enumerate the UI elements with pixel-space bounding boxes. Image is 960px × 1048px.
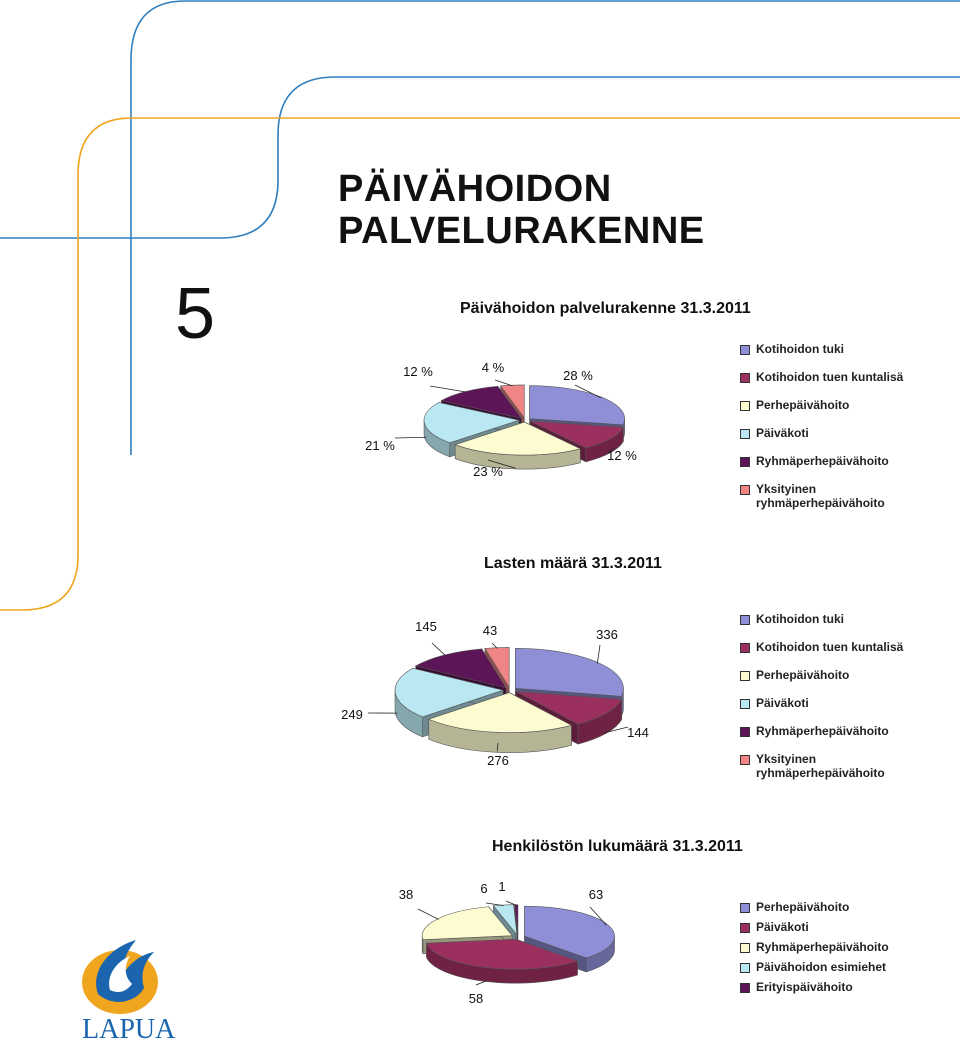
legend-swatch <box>740 615 750 625</box>
legend-item <box>740 920 916 940</box>
legend-label: Ryhmäperhepäivähoito <box>756 454 889 468</box>
legend-swatch <box>740 671 750 681</box>
legend-item <box>740 640 916 668</box>
legend-label: Päivähoidon esimiehet <box>756 960 887 974</box>
legend-swatch <box>740 727 750 737</box>
chart1-pie <box>360 350 690 490</box>
chart2-title: Lasten määrä 31.3.2011 <box>484 555 662 572</box>
lapua-logo-text: LAPUA <box>82 1014 176 1045</box>
leader-line-5 <box>432 643 446 656</box>
legend-swatch <box>740 943 750 953</box>
legend-swatch <box>740 963 750 973</box>
legend-item <box>740 960 916 980</box>
page-heading <box>338 168 705 252</box>
data-label-5: 145 <box>415 619 437 634</box>
data-label-6: 4 % <box>481 360 505 375</box>
legend-label: Kotihoidon tuen kuntalisä <box>756 640 904 654</box>
leader-line-3 <box>418 909 439 919</box>
legend-label: Päiväkoti <box>756 696 809 710</box>
legend-item <box>740 426 916 454</box>
leader-line-4 <box>486 903 504 906</box>
page-heading-line-2: PALVELURAKENNE <box>338 210 705 252</box>
data-label-3: 23 % <box>473 464 503 479</box>
chart3-pie <box>380 875 640 1010</box>
leader-line-5 <box>430 386 467 392</box>
legend-label: Ryhmäperhepäivähoito <box>756 724 889 738</box>
legend-item <box>740 900 916 920</box>
legend-label: Perhepäivähoito <box>756 668 850 682</box>
chart3-title: Henkilöstön lukumäärä 31.3.2011 <box>492 838 743 855</box>
chart2-pie <box>330 615 670 775</box>
leader-line-4 <box>395 437 426 438</box>
legend-label: Päiväkoti <box>756 426 809 440</box>
legend-label: Kotihoidon tuki <box>756 342 844 356</box>
data-label-5: 1 <box>498 879 506 894</box>
page-heading-line-1: PÄIVÄHOIDON <box>338 168 612 210</box>
data-label-1: 28 % <box>563 368 593 383</box>
legend-label: Erityispäivähoito <box>756 980 853 994</box>
data-label-2: 12 % <box>607 448 637 463</box>
legend-swatch <box>740 699 750 709</box>
legend-label: Kotihoidon tuen kuntalisä <box>756 370 904 384</box>
chart2-legend <box>740 612 916 780</box>
legend-item <box>740 696 916 724</box>
legend-swatch <box>740 401 750 411</box>
leader-line-1 <box>597 645 600 664</box>
legend-item <box>740 482 916 510</box>
legend-item <box>740 668 916 696</box>
legend-swatch <box>740 457 750 467</box>
legend-label: Yksityinen ryhmäperhepäivähoito <box>756 482 885 510</box>
chart1-title: Päivähoidon palvelurakenne 31.3.2011 <box>460 300 751 317</box>
data-label-2: 58 <box>468 991 484 1006</box>
legend-item <box>740 370 916 398</box>
data-label-3: 276 <box>487 753 509 768</box>
legend-swatch <box>740 429 750 439</box>
data-label-3: 38 <box>398 887 414 902</box>
legend-item <box>740 980 916 1000</box>
legend-label: Perhepäivähoito <box>756 398 850 412</box>
data-label-5: 12 % <box>403 364 433 379</box>
legend-label: Ryhmäperhepäivähoito <box>756 940 889 954</box>
legend-item <box>740 342 916 370</box>
chart1-legend <box>740 342 916 510</box>
data-label-4: 21 % <box>365 438 395 453</box>
data-label-6: 43 <box>482 623 498 638</box>
legend-label: Kotihoidon tuki <box>756 612 844 626</box>
legend-swatch <box>740 345 750 355</box>
legend-swatch <box>740 755 750 765</box>
legend-item <box>740 454 916 482</box>
legend-item <box>740 724 916 752</box>
chapter-number: 5 <box>175 274 216 354</box>
legend-item <box>740 752 916 780</box>
legend-label: Perhepäivähoito <box>756 900 850 914</box>
data-label-1: 336 <box>596 627 618 642</box>
data-label-2: 144 <box>627 725 649 740</box>
legend-swatch <box>740 923 750 933</box>
leader-line-2 <box>476 981 486 985</box>
legend-label: Yksityinen ryhmäperhepäivähoito <box>756 752 885 780</box>
chart3-legend <box>740 900 916 1000</box>
legend-item <box>740 612 916 640</box>
legend-swatch <box>740 983 750 993</box>
leader-line-6 <box>495 380 513 386</box>
legend-swatch <box>740 903 750 913</box>
legend-label: Päiväkoti <box>756 920 809 934</box>
data-label-1: 63 <box>588 887 604 902</box>
legend-item <box>740 940 916 960</box>
data-label-4: 6 <box>480 881 488 896</box>
data-label-4: 249 <box>341 707 363 722</box>
legend-swatch <box>740 485 750 495</box>
legend-swatch <box>740 373 750 383</box>
legend-item <box>740 398 916 426</box>
legend-swatch <box>740 643 750 653</box>
